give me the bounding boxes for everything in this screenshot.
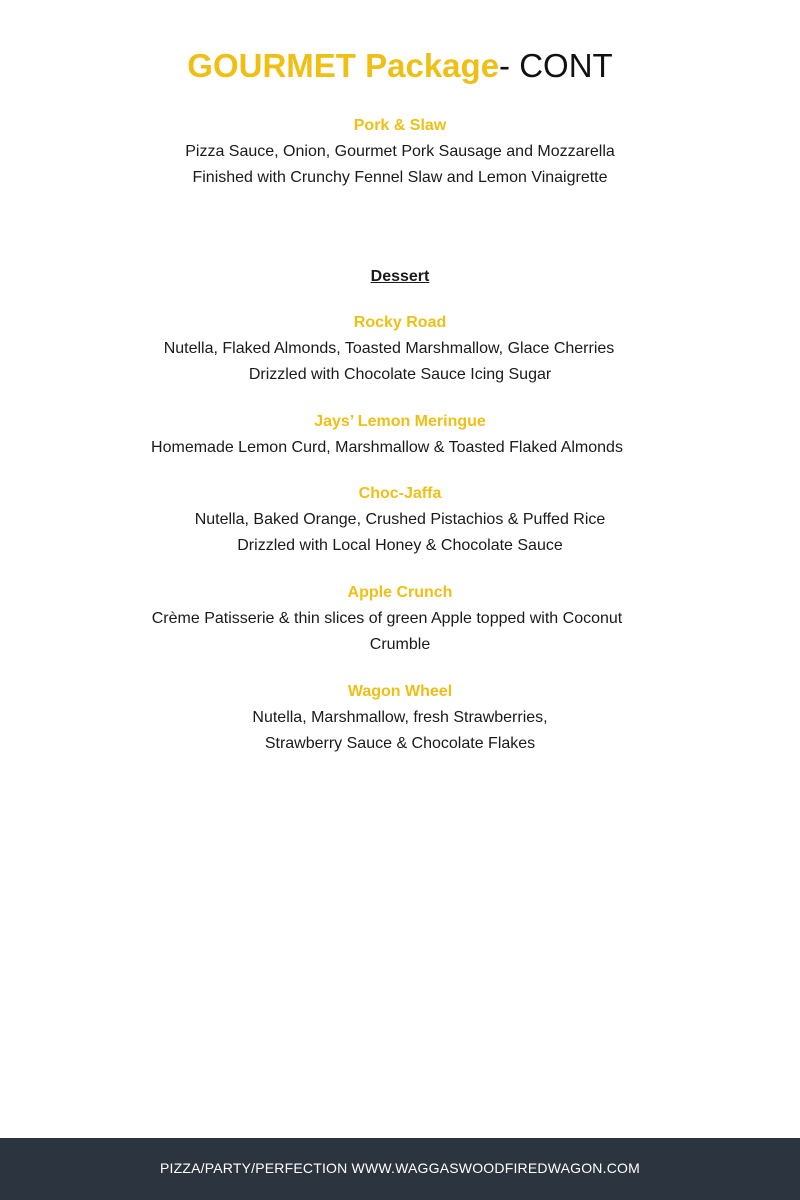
menu-item-choc-jaffa	[0, 481, 800, 559]
item-name: Rocky Road	[353, 314, 447, 331]
menu-item-lemon-meringue	[0, 409, 800, 461]
item-description: Crumble	[369, 636, 431, 653]
menu-item-wagon-wheel	[0, 679, 800, 757]
item-description: Nutella, Baked Orange, Crushed Pistachios & Puffed Rice	[194, 511, 606, 528]
item-name: Jays’ Lemon Meringue	[314, 413, 486, 430]
item-name: Apple Crunch	[347, 584, 453, 601]
item-name: Wagon Wheel	[347, 683, 453, 700]
item-description: Crème Patisserie & thin slices of green Apple topped with Coconut	[151, 610, 623, 627]
item-description: Finished with Crunchy Fennel Slaw and Lemon Vinaigrette	[192, 169, 608, 186]
title-suffix: - CONT	[499, 47, 613, 84]
item-name: Choc-Jaffa	[358, 485, 442, 502]
item-description: Pizza Sauce, Onion, Gourmet Pork Sausage and Mozzarella	[185, 143, 615, 160]
footer-bar	[0, 1138, 800, 1200]
item-description: Nutella, Flaked Almonds, Toasted Marshmallow, Glace Cherries	[163, 340, 615, 357]
menu-item-pork-slaw	[0, 113, 800, 191]
item-description: Homemade Lemon Curd, Marshmallow & Toasted Flaked Almonds	[151, 439, 623, 456]
page-title	[0, 44, 800, 88]
item-description: Strawberry Sauce & Chocolate Flakes	[264, 735, 536, 752]
section-heading-dessert: Dessert	[370, 268, 430, 285]
item-description: Drizzled with Local Honey & Chocolate Sauce	[237, 537, 563, 554]
item-description: Nutella, Marshmallow, fresh Strawberries,	[252, 709, 548, 726]
menu-item-rocky-road	[0, 310, 800, 388]
title-main: GOURMET Package	[187, 47, 500, 84]
menu-item-apple-crunch	[0, 580, 800, 658]
item-name: Pork & Slaw	[353, 117, 447, 134]
footer-text: PIZZA/PARTY/PERFECTION WWW.WAGGASWOODFIREDWAGON.COM	[160, 1160, 640, 1176]
item-description: Drizzled with Chocolate Sauce Icing Sugar	[248, 366, 552, 383]
